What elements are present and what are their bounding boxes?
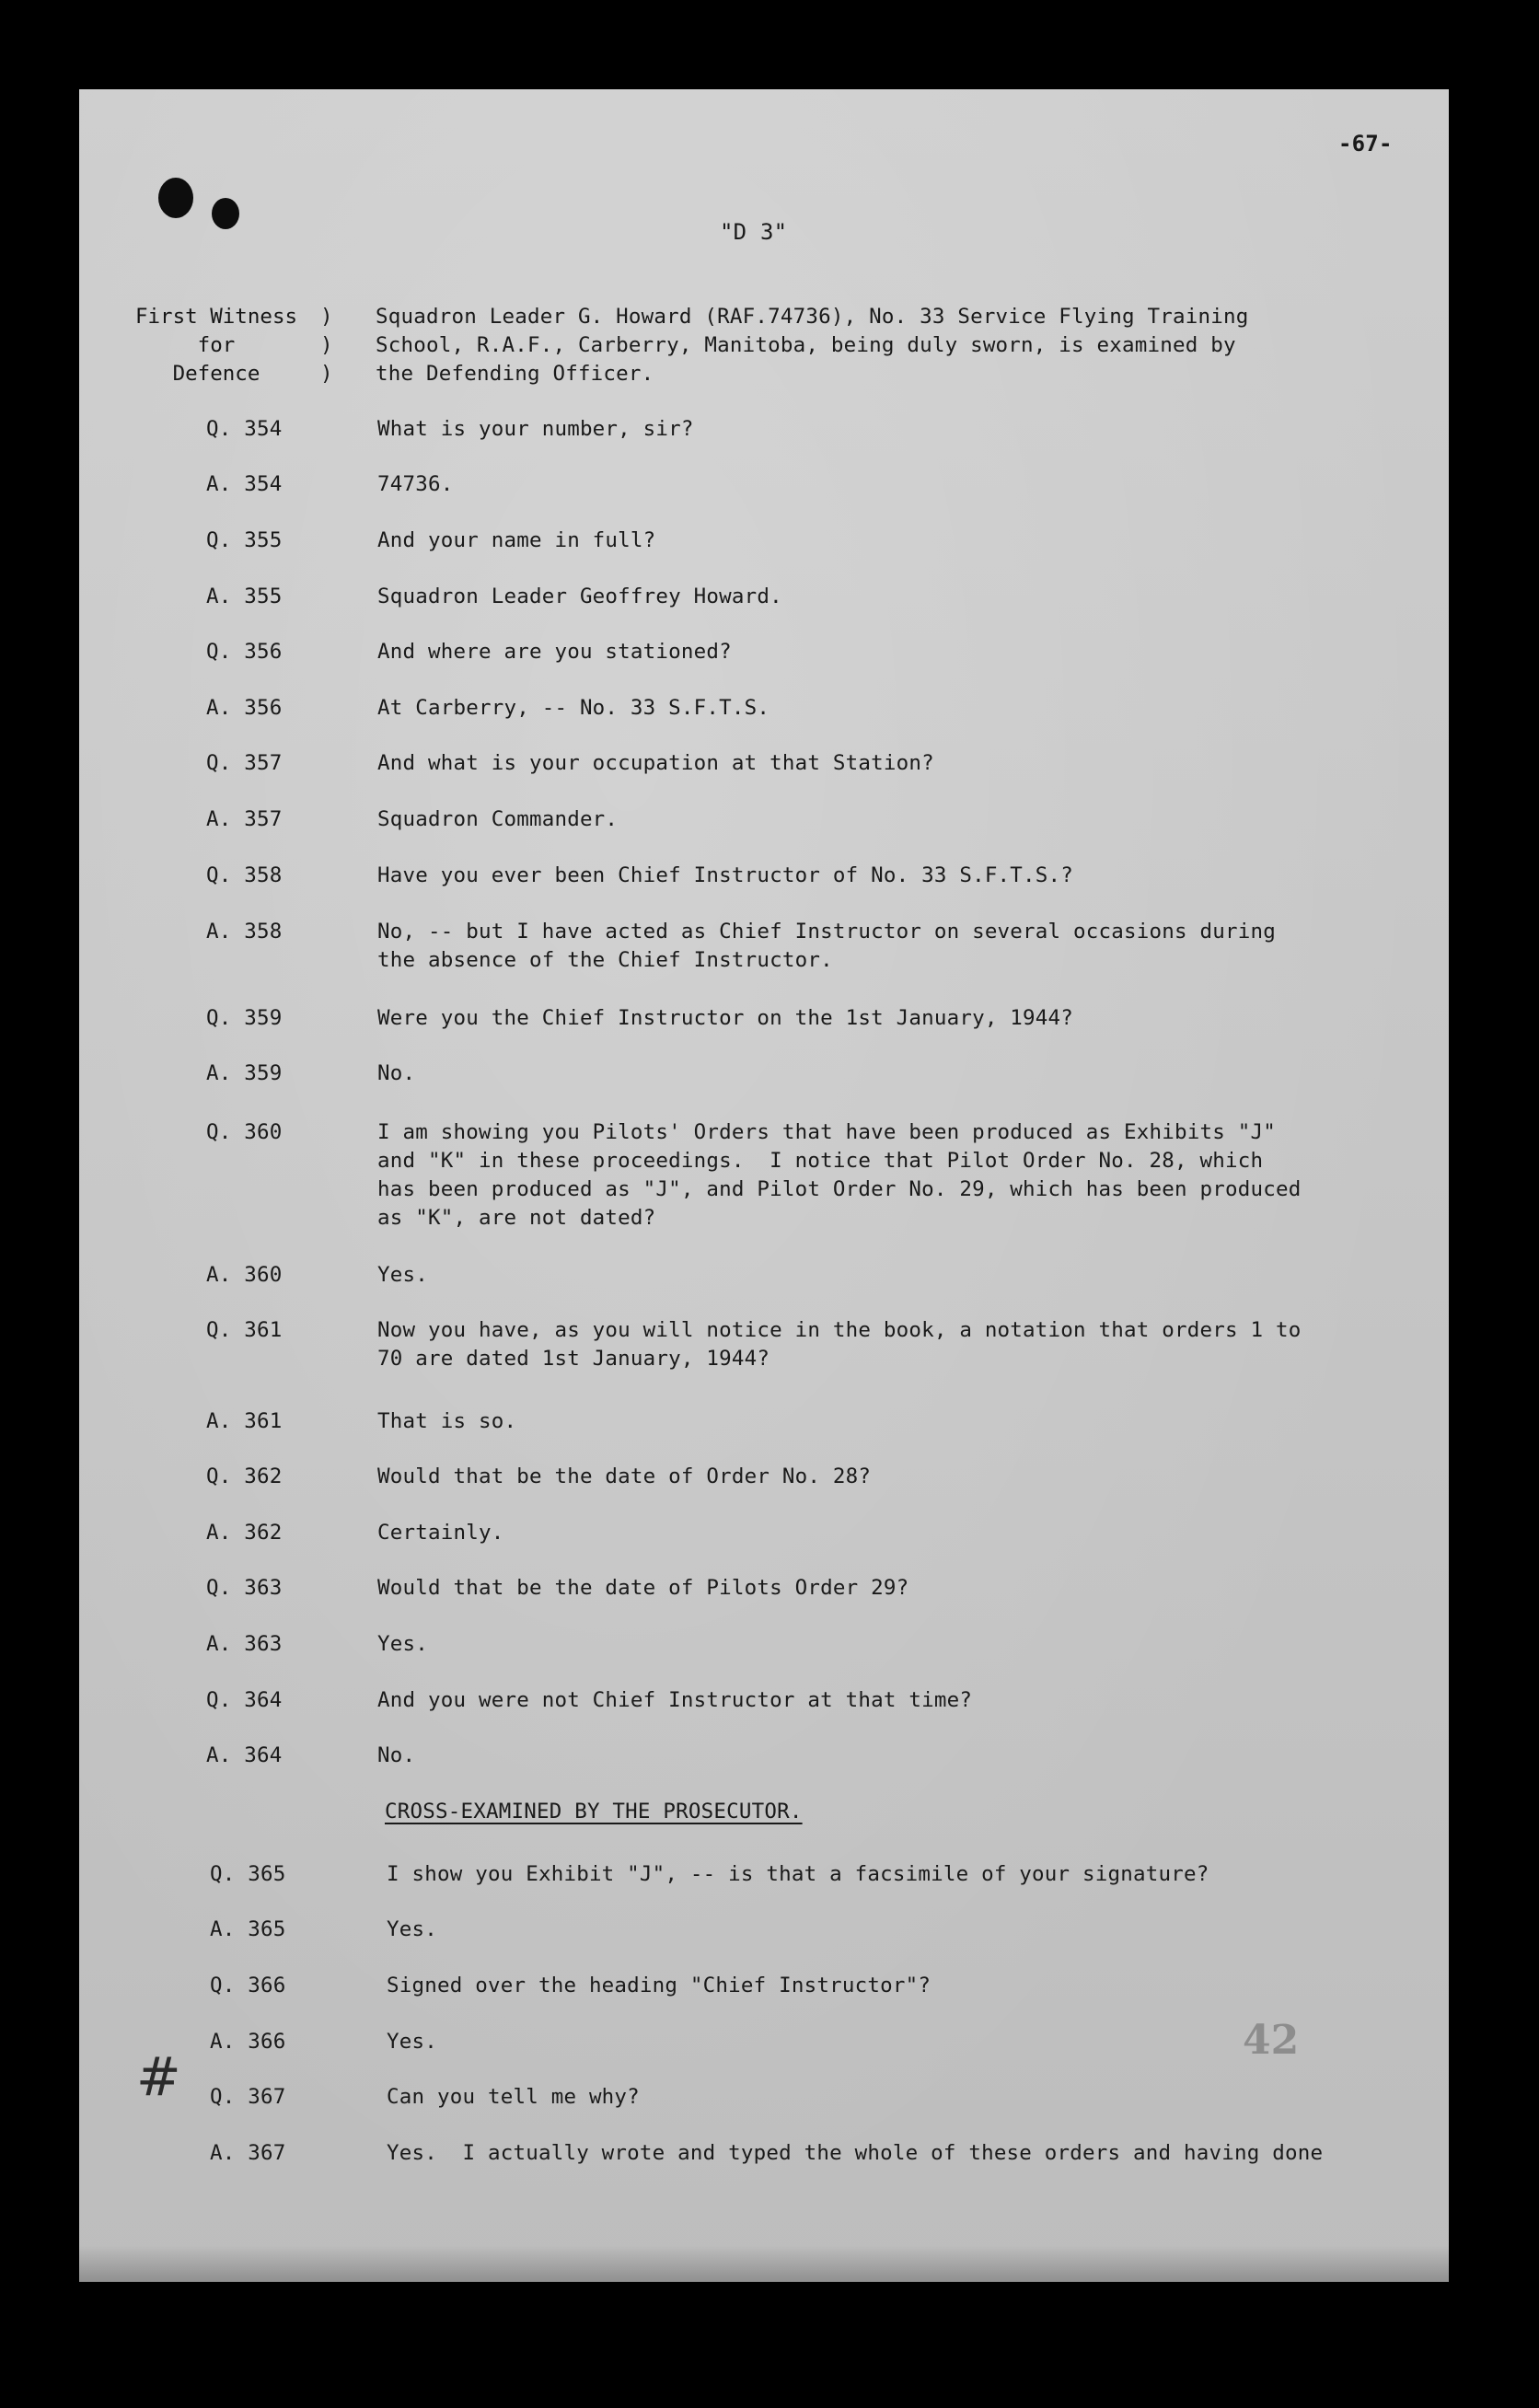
answer-number: A. 355	[206, 585, 283, 608]
answer-number: A. 367	[210, 2141, 286, 2165]
question-number: Q. 359	[206, 1006, 283, 1030]
ink-blot	[158, 178, 193, 218]
answer-number: A. 364	[206, 1743, 283, 1767]
answer-number: A. 358	[206, 920, 283, 944]
answer-text: Yes.	[387, 1917, 437, 1941]
question-number: Q. 363	[206, 1576, 283, 1600]
question-number: Q. 361	[206, 1318, 283, 1342]
answer-text: Yes.	[387, 2030, 437, 2054]
answer-number: A. 362	[206, 1521, 283, 1545]
answer-text: Squadron Leader Geoffrey Howard.	[377, 585, 782, 608]
answer-number: A. 360	[206, 1263, 283, 1287]
answer-text: No.	[377, 1743, 416, 1767]
bracket: ) ) )	[320, 305, 333, 386]
witness-label-line: First Witness	[134, 305, 298, 329]
witness-label-line: for	[197, 333, 236, 357]
question-text: And where are you stationed?	[377, 640, 732, 664]
question-number: Q. 365	[210, 1862, 286, 1886]
exhibit-reference: "D 3"	[720, 219, 788, 245]
answer-number: A. 356	[206, 696, 283, 720]
question-number: Q. 356	[206, 640, 283, 664]
answer-text: Yes.	[377, 1263, 428, 1287]
answer-text: No.	[377, 1061, 416, 1085]
question-text: And what is your occupation at that Station?	[377, 751, 934, 775]
page-number: -67-	[1338, 131, 1393, 156]
page-edge-shadow	[79, 2245, 1449, 2282]
question-text: I am showing you Pilots' Orders that have been produced as Exhibits "J" and "K" in these proceedings. I notice that Pilot Order No. 28, which has been produced as "J", and Pilot Order No. 29, which has been produced as "K", are not dated?	[377, 1120, 1302, 1230]
question-text: What is your number, sir?	[377, 417, 694, 441]
answer-text: Yes.	[377, 1632, 428, 1656]
question-number: Q. 366	[210, 1974, 286, 1997]
document-page	[79, 89, 1449, 2282]
question-text: Signed over the heading "Chief Instructor"?	[387, 1974, 932, 1997]
witness-intro: Squadron Leader G. Howard (RAF.74736), No. 33 Service Flying Training School, R.A.F., Carberry, Manitoba, being duly sworn, is examined by the Defending Officer.	[376, 305, 1249, 386]
handwritten-mark: #	[136, 2045, 181, 2108]
question-number: Q. 358	[206, 863, 283, 887]
page-stamp: 42	[1243, 2017, 1300, 2064]
answer-number: A. 365	[210, 1917, 286, 1941]
answer-text: No, -- but I have acted as Chief Instructor on several occasions during the absence of the Chief Instructor.	[377, 920, 1276, 972]
answer-number: A. 359	[206, 1061, 283, 1085]
answer-text: 74736.	[377, 472, 454, 496]
answer-number: A. 354	[206, 472, 283, 496]
question-number: Q. 362	[206, 1464, 283, 1488]
cross-examination-heading: CROSS-EXAMINED BY THE PROSECUTOR.	[385, 1800, 803, 1823]
answer-text: Certainly.	[377, 1521, 504, 1545]
question-number: Q. 367	[210, 2085, 286, 2109]
question-text: Were you the Chief Instructor on the 1st January, 1944?	[377, 1006, 1074, 1030]
question-text: Have you ever been Chief Instructor of No. 33 S.F.T.S.?	[377, 863, 1074, 887]
question-text: And you were not Chief Instructor at that time?	[377, 1688, 973, 1712]
question-text: Now you have, as you will notice in the book, a notation that orders 1 to 70 are dated 1st January, 1944?	[377, 1318, 1302, 1371]
answer-number: A. 363	[206, 1632, 283, 1656]
answer-text: At Carberry, -- No. 33 S.F.T.S.	[377, 696, 770, 720]
question-number: Q. 354	[206, 417, 283, 441]
question-text: Would that be the date of Pilots Order 29?	[377, 1576, 909, 1600]
answer-number: A. 366	[210, 2030, 286, 2054]
question-number: Q. 360	[206, 1120, 283, 1144]
answer-number: A. 361	[206, 1409, 283, 1433]
answer-text: Yes. I actually wrote and typed the whole of these orders and having done	[387, 2141, 1324, 2165]
witness-label-line: Defence	[172, 362, 260, 386]
question-text: Can you tell me why?	[387, 2085, 640, 2109]
answer-text: Squadron Commander.	[377, 807, 619, 831]
question-number: Q. 364	[206, 1688, 283, 1712]
question-number: Q. 357	[206, 751, 283, 775]
answer-text: That is so.	[377, 1409, 517, 1433]
question-text: And your name in full?	[377, 528, 656, 552]
question-text: I show you Exhibit "J", -- is that a facsimile of your signature?	[387, 1862, 1209, 1886]
question-text: Would that be the date of Order No. 28?	[377, 1464, 872, 1488]
witness-label	[122, 303, 311, 388]
question-number: Q. 355	[206, 528, 283, 552]
answer-number: A. 357	[206, 807, 283, 831]
ink-blot	[212, 198, 239, 229]
